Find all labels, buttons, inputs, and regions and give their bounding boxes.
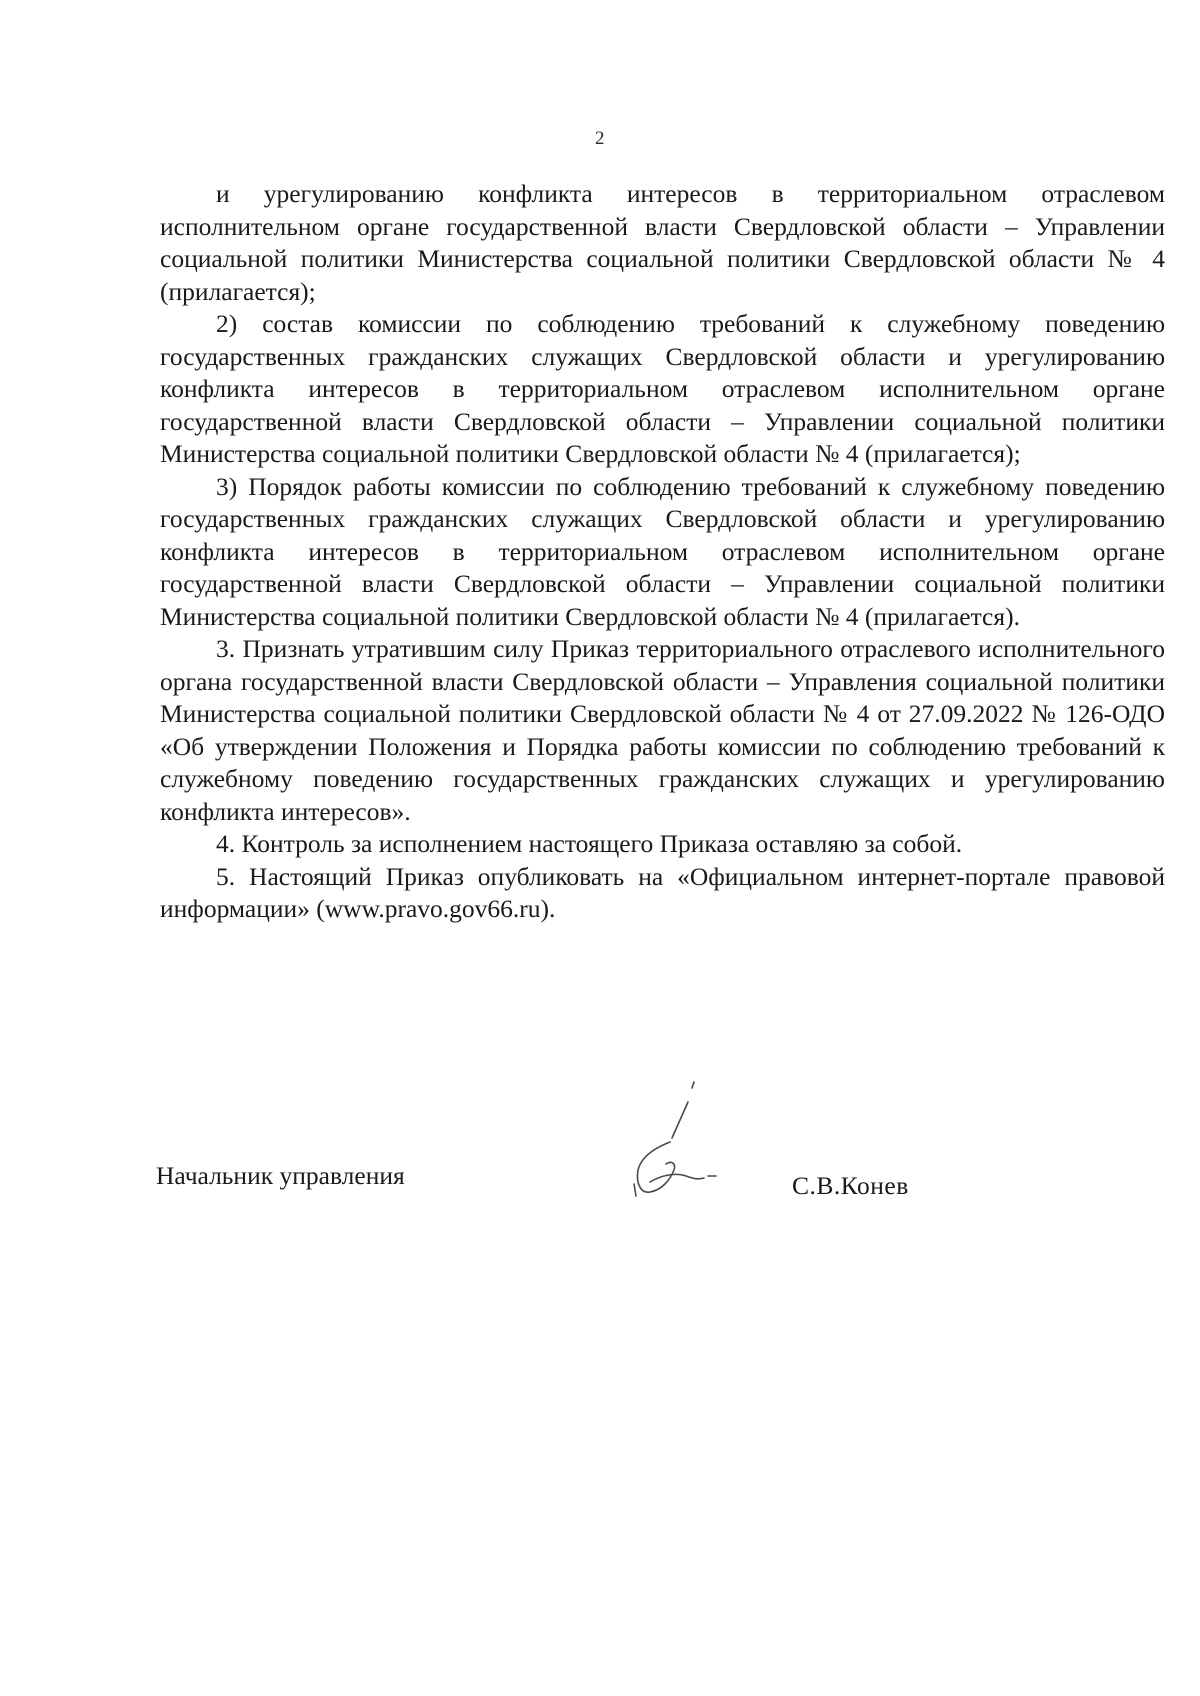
paragraph-item-3: 3) Порядок работы комиссии по соблюдению требований к служебному поведению государственных гражданских служащих Свердловской области и урегулированию конфликта интересов в территориальном отраслевом исполнительном органе государственной власти Свердловской области – Управлении социальной политики Министерства социальной политики Свердловской области № 4 (прилагается). [160,471,1165,631]
signatory-name: С.В.Конев [792,1171,909,1200]
paragraph-clause-3: 3. Признать утратившим силу Приказ территориального отраслевого исполнительного органа государственной власти Свердловской области – Управления социальной политики Министерства социальной политики Свердловской области № 4 от 27.09.2022 № 126-ОДО «Об утверждении Положения и Порядка работы комиссии по соблюдению требований к служебному поведению государственных гражданских служащих и урегулированию конфликта интересов». [160,634,1165,826]
paragraph-clause-5: 5. Настоящий Приказ опубликовать на «Официальном интернет-портале правовой информации» (www.pravo.gov66.ru). [160,861,1165,923]
paragraph-continuation: и урегулированию конфликта интересов в территориальном отраслевом исполнительном органе государственной власти Свердловской области – Управлении социальной политики Министерства социальной политики Свердловской области № 4 (прилагается); [160,179,1165,306]
paragraph-clause-4: 4. Контроль за исполнением настоящего Приказа оставляю за собой. [216,829,963,858]
signatory-position: Начальник управления [156,1161,405,1190]
signature-block [156,1145,1056,1205]
page-number: 2 [595,128,605,149]
document-body [160,178,1165,926]
paragraph-item-2: 2) состав комиссии по соблюдению требований к служебному поведению государственных гражданских служащих Свердловской области и урегулированию конфликта интересов в территориальном отраслевом исполнительном органе государственной власти Свердловской области – Управлении социальной политики Министерства социальной политики Свердловской области № 4 (прилагается); [160,309,1165,468]
